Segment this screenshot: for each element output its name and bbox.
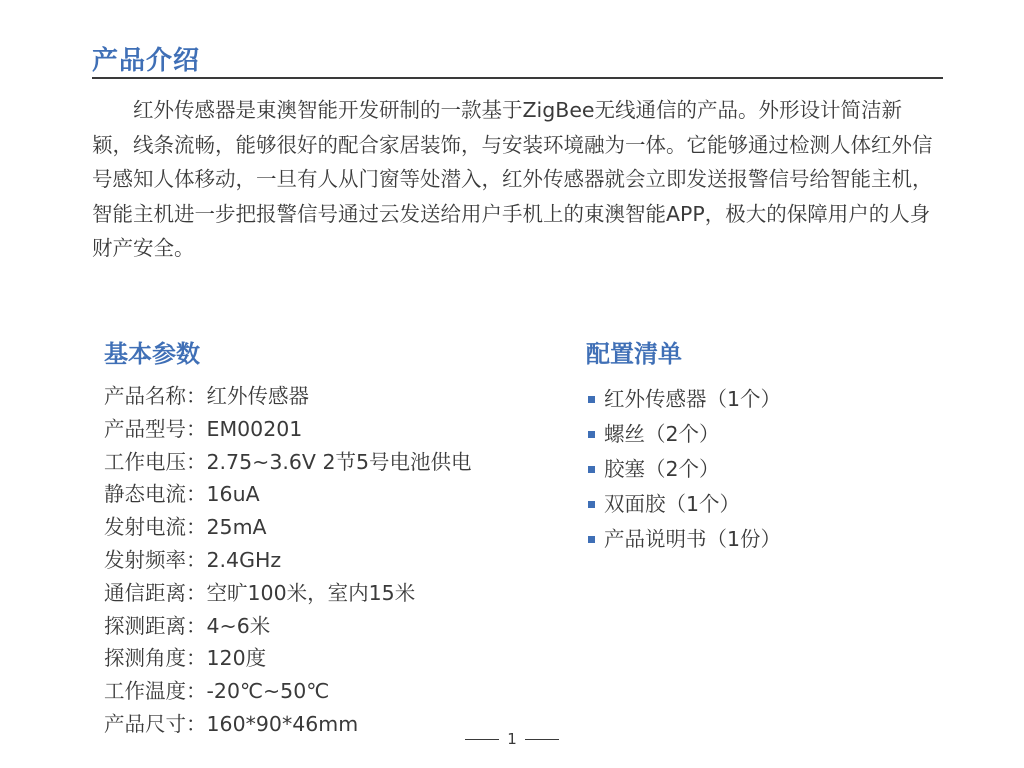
- square-bullet-icon: [588, 536, 595, 543]
- square-bullet-icon: [588, 466, 595, 473]
- param-item-model: 产品型号：EM00201: [104, 416, 303, 441]
- config-list-title: 配置清单: [586, 340, 682, 368]
- square-bullet-icon: [588, 396, 595, 403]
- param-item-temperature: 工作温度：-20℃~50℃: [104, 679, 330, 704]
- config-item: [588, 382, 781, 417]
- basic-params-list: [104, 380, 472, 741]
- config-item: [588, 452, 781, 487]
- square-bullet-icon: [588, 501, 595, 508]
- config-item-label: 胶塞（2个）: [604, 457, 720, 481]
- param-item-size: 产品尺寸：160*90*46mm: [104, 711, 359, 736]
- page-footer: [0, 730, 1024, 748]
- param-item-comm-distance: 通信距离：空旷100米，室内15米: [104, 580, 416, 605]
- title-divider: [92, 77, 943, 79]
- config-item-label: 螺丝（2个）: [604, 422, 720, 446]
- param-item-detect-distance: 探测距离：4~6米: [104, 613, 271, 638]
- config-item-label: 产品说明书（1份）: [604, 527, 782, 551]
- config-item: [588, 522, 781, 557]
- config-item: [588, 487, 781, 522]
- square-bullet-icon: [588, 431, 595, 438]
- page-number: 1: [507, 730, 517, 748]
- param-item-frequency: 发射频率：2.4GHz: [104, 547, 282, 572]
- product-intro-paragraph: 红外传感器是東澳智能开发研制的一款基于ZigBee无线通信的产品。外形设计简洁新颖，线条流畅，能够很好的配合家居装饰，与安装环境融为一体。它能够通过检测人体红外信号感知人体移动，一旦有人从门窗等处潜入，红外传感器就会立即发送报警信号给智能主机，智能主机进一步把报警信号通过云发送给用户手机上的東澳智能APP，极大的保障用户的人身财产安全。: [92, 98, 933, 260]
- config-item-label: 红外传感器（1个）: [604, 387, 782, 411]
- param-item-detect-angle: 探测角度：120度: [104, 646, 267, 671]
- basic-params-title: 基本参数: [104, 340, 200, 368]
- config-list: [588, 382, 781, 557]
- param-item-voltage: 工作电压：2.75~3.6V 2节5号电池供电: [104, 449, 472, 474]
- footer-dash-left: [465, 739, 499, 740]
- config-item-label: 双面胶（1个）: [604, 492, 741, 516]
- footer-dash-right: [525, 739, 559, 740]
- config-item: [588, 417, 781, 452]
- param-item-name: 产品名称：红外传感器: [104, 384, 309, 408]
- product-intro-title: 产品介绍: [92, 46, 201, 76]
- param-item-static-current: 静态电流：16uA: [104, 482, 260, 507]
- param-item-transmit-current: 发射电流：25mA: [104, 515, 267, 540]
